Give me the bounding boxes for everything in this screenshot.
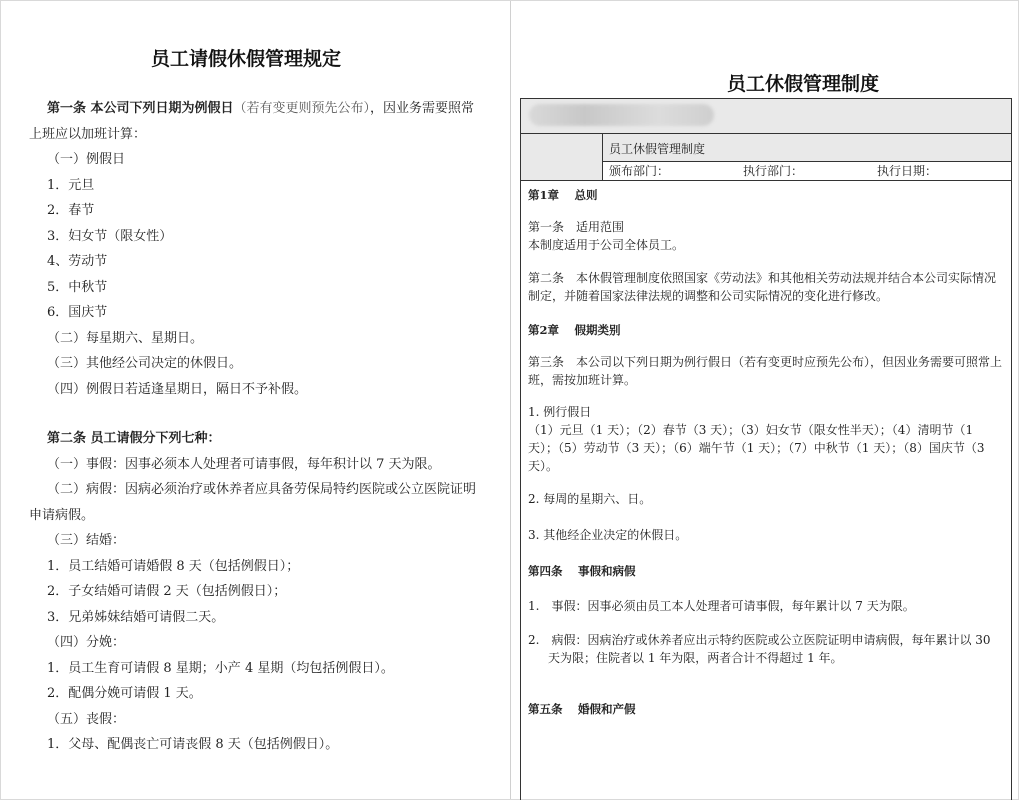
other-holiday-item: 3. 其他经企业决定的休假日。 [528,528,688,542]
left-document-title: 员工请假休假管理规定 [151,48,342,70]
effective-date-label: 执行日期： [877,164,938,178]
list-item: （一）例假日 [47,152,126,167]
list-item: 1．元旦 [47,177,95,193]
blurred-logo [529,104,714,126]
list-item: 2．子女结婚可请假 2 天（包括例假日）； [47,584,287,599]
table-title-row [521,134,1011,181]
executing-department-label: 执行部门： [743,164,804,178]
table-meta-row [603,162,1011,180]
list-item: （四）例假日若适逢星期日，隔日不予补假。 [47,381,308,397]
sick-leave-item: 2. 病假：因病治疗或休养者应出示特约医院或公立医院证明申请病假，每年累计以 30 天为限；住院者以 1 年为限，两者合计不得超过 1 年。 [528,633,991,665]
chapter-1-heading: 第1章 总则 [528,188,598,202]
list-item: （一）事假：因事必须本人处理者可请事假，每年积计以 7 天为限。 [47,456,441,472]
list-item: 4、劳动节 [47,254,108,269]
table-info [603,134,1011,180]
table-header-bar [521,99,1011,134]
logo-cell [521,134,603,180]
weekend-item: 2. 每周的星期六、日。 [528,492,652,506]
article-1-body: 本制度适用于公司全体员工。 [528,238,685,252]
list-item: 5．中秋节 [47,279,108,295]
policy-table [520,98,1012,800]
left-document-body [29,96,491,758]
article-1-heading: 第一条 本公司下列日期为例假日 [47,101,234,116]
list-item: （二）每星期六、星期日。 [47,330,204,346]
issuing-department-label: 颁布部门： [609,164,670,178]
list-item: 1．员工结婚可请婚假 8 天（包括例假日）； [47,558,300,574]
article-3-body: 第三条 本公司以下列日期为例行假日（若有变更时应预先公布），但因业务需要可照常上班，需按加班计算。 [528,355,1003,387]
list-item: 3．兄弟姊妹结婚可请假二天。 [47,609,225,625]
table-document-name: 员工休假管理制度 [603,134,1011,162]
article-1-note: （若有变更则预先公布） [233,101,371,116]
article-1-title: 第一条 适用范围 [528,220,625,234]
article-2-body: 第二条 本休假管理制度依照国家《劳动法》和其他相关劳动法规并结合本公司实际情况制定，并随着国家法律法规的调整和公司实际情况的变化进行修改。 [528,271,997,303]
list-item: 1．父母、配偶丧亡可请丧假 8 天（包括例假日）。 [47,737,339,752]
article-4-heading: 第四条 事假和病假 [528,564,636,578]
personal-leave-item: 1. 事假：因事必须由员工本人处理者可请事假，每年累计以 7 天为限。 [528,599,915,613]
holiday-heading: 1. 例行假日 [528,405,592,419]
holiday-list: （1）元旦（1 天）；（2）春节（3 天）；（3）妇女节（限女性半天）；（4）清明节（1 天）；（5）劳动节（3 天）；（6）端午节（1 天）；（7）中秋节（1 天）；（8）国庆节（3 天）。 [528,423,985,473]
article-5-heading: 第五条 婚假和产假 [528,702,636,716]
list-item: 6．国庆节 [47,305,108,320]
list-item: （二）病假：因病必须治疗或休养者应具备劳保局特约医院或公立医院证明 [47,482,477,497]
list-item: 2．配偶分娩可请假 1 天。 [47,686,202,701]
article-1-continuation: 上班应以加班计算： [29,126,147,142]
chapter-2-heading: 第2章 假期类别 [528,323,621,337]
list-item: 3．妇女节（限女性） [47,228,173,244]
list-item: 1．员工生育可请假 8 星期；小产 4 星期（均包括例假日）。 [47,660,394,676]
list-item: 2．春节 [47,203,95,218]
article-1-tail: ，因业务需要照常 [370,101,475,116]
list-item: （三）结婚： [47,533,126,548]
list-item: （五）丧假： [47,711,126,727]
right-document-title: 员工休假管理制度 [727,73,880,95]
article-1 [29,96,491,122]
right-document-page [512,1,1019,799]
list-item: （四）分娩： [47,635,126,650]
left-document-page [1,1,511,799]
table-content [521,186,1011,718]
list-item-continuation: 申请病假。 [29,507,95,523]
list-item: （三）其他经公司决定的休假日。 [47,356,243,371]
article-2-heading: 第二条 员工请假分下列七种： [47,431,221,446]
